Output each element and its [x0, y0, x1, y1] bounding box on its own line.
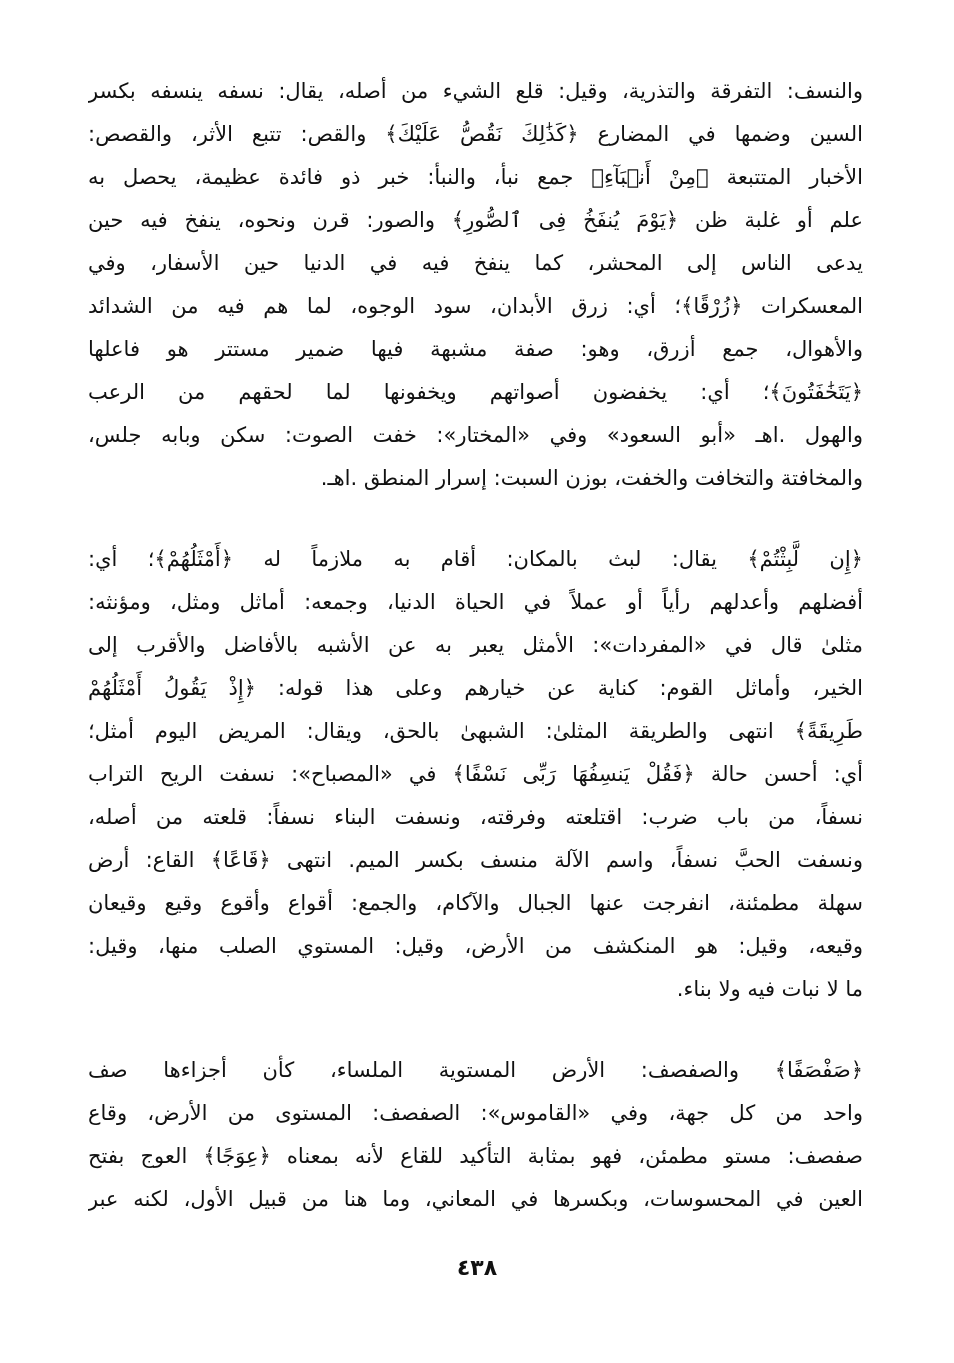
text-line: مثلىٰ قال في «المفردات»: الأمثل يعبر به عن الأشبه بالأفاضل والأقرب إلى [88, 633, 863, 657]
text-line: العين في المحسوسات، وبكسرها في المعاني، وما هنا من قبيل الأول، لكنه عبر [88, 1187, 863, 1211]
text-line: يدعى الناس إلى المحشر، كما ينفخ فيه في الدنيا حين الأسفار، وفي [88, 251, 863, 275]
paragraph-spacer [88, 1011, 863, 1049]
text-line: والمخافتة والتخافت والخفت، بوزن السبت: إسرار المنطق .اهـ. [320, 466, 863, 490]
paragraph-1 [88, 70, 863, 500]
text-line: وقيعه، وقيل: هو المنكشف من الأرض، وقيل: المستوي الصلب منها، وقيل: [88, 934, 863, 958]
text-line: علم أو غلبة ظن ﴿يَوْمَ يُنفَخُ فِى ٱلصُّورِ﴾ والصور: قرن ونحوه، ينفخ فيه حين [88, 208, 863, 232]
page-number: ٤٣٨ [456, 1256, 498, 1281]
text-line: أي: أحسن حالة ﴿فَقُلْ يَنسِفُهَا رَبِّى نَسْفًا﴾ في «المصباح»: نسفت الريح التراب [88, 762, 863, 786]
page-body [88, 70, 863, 1221]
text-line: ما لا نبات فيه ولا بناء. [676, 977, 863, 1001]
text-line: ﴿يَتَخَٰفَتُونَ﴾؛ أي: يخفضون أصواتهم ويخفونها لما لحقهم من الرعب [88, 380, 863, 404]
text-line: الأخبار المتتبعة ﴿مِنْ أَنۢبَآءِ﴾ جمع نبأ، والنبأ: خبر ذو فائدة عظيمة، يحصل به [88, 165, 863, 189]
paragraph-3 [88, 1049, 863, 1221]
paragraph-spacer [88, 500, 863, 538]
text-line: واحد من كل جهة، وفي «القاموس»: الصفصف: المستوى من الأرض، وقاع [88, 1101, 863, 1125]
text-line: ﴿صَفْصَفًا﴾ والصفصف: الأرض المستوية الملساء، كأن أجزاءها صف [88, 1058, 863, 1082]
text-line: والهول .اهـ «أبو السعود» وفي «المختار»: خفت الصوت: سكن وبابه جلس، [88, 423, 863, 447]
text-line: الخير، وأماثل القوم: كناية عن خيارهم وعلى هذا قوله: ﴿إِذْ يَقُولُ أَمْثَلُهُمْ [88, 676, 863, 700]
text-line: والأهوال، جمع أزرق، وهو: صفة مشبهة فيها ضمير مستتر هو فاعلها [88, 337, 863, 361]
text-line: المعسكرات ﴿زُرْقًا﴾؛ أي: زرق الأبدان، سود الوجوه، لما هم فيه من الشدائد [88, 294, 863, 318]
text-line: ﴿إِن لَّبِثْتُمْ﴾ يقال: لبث بالمكان: أقام به ملازماً له ﴿أَمْثَلُهُمْ﴾؛ أي: [88, 547, 863, 571]
paragraph-2 [88, 538, 863, 1011]
text-line: نسفاً، من باب ضرب: اقتلعته وفرقته، ونسفت البناء نسفاً: قلعته من أصله، [88, 805, 863, 829]
text-line: سهلة مطمئنة، انفرجت عنها الجبال والآكام، والجمع: أقواع وأقوع وقيع وقيعان [88, 891, 863, 915]
text-line: أفضلهم وأعدلهم رأياً أو عملاً في الحياة الدنيا، وجمعه: أماثل ومثل، ومؤنثه: [88, 590, 863, 614]
text-line: صفصف: مستو مطمئن، فهو بمثابة التأكيد للقاع لأنه بمعناه ﴿عِوَجًا﴾ العوج بفتح [88, 1144, 863, 1168]
text-line: ونسفت الحبَّ نسفاً، واسم الآلة منسف بكسر الميم. انتهى ﴿قَاعًا﴾ القاع: أرض [88, 848, 863, 872]
text-line: والنسف: التفرقة والتذرية، وقيل: قلع الشيء من أصله، يقال: نسفه ينسفه بكسر [88, 79, 863, 103]
text-line: السين وضمها في المضارع ﴿كَذَٰلِكَ نَقُصُّ عَلَيْكَ﴾ والقص: تتبع الأثر، والقصص: [88, 122, 863, 146]
text-line: طَرِيقَةً﴾ انتهى والطريقة المثلىٰ: الشبهىٰ بالحق، ويقال: المريض اليوم أمثل؛ [88, 719, 863, 743]
